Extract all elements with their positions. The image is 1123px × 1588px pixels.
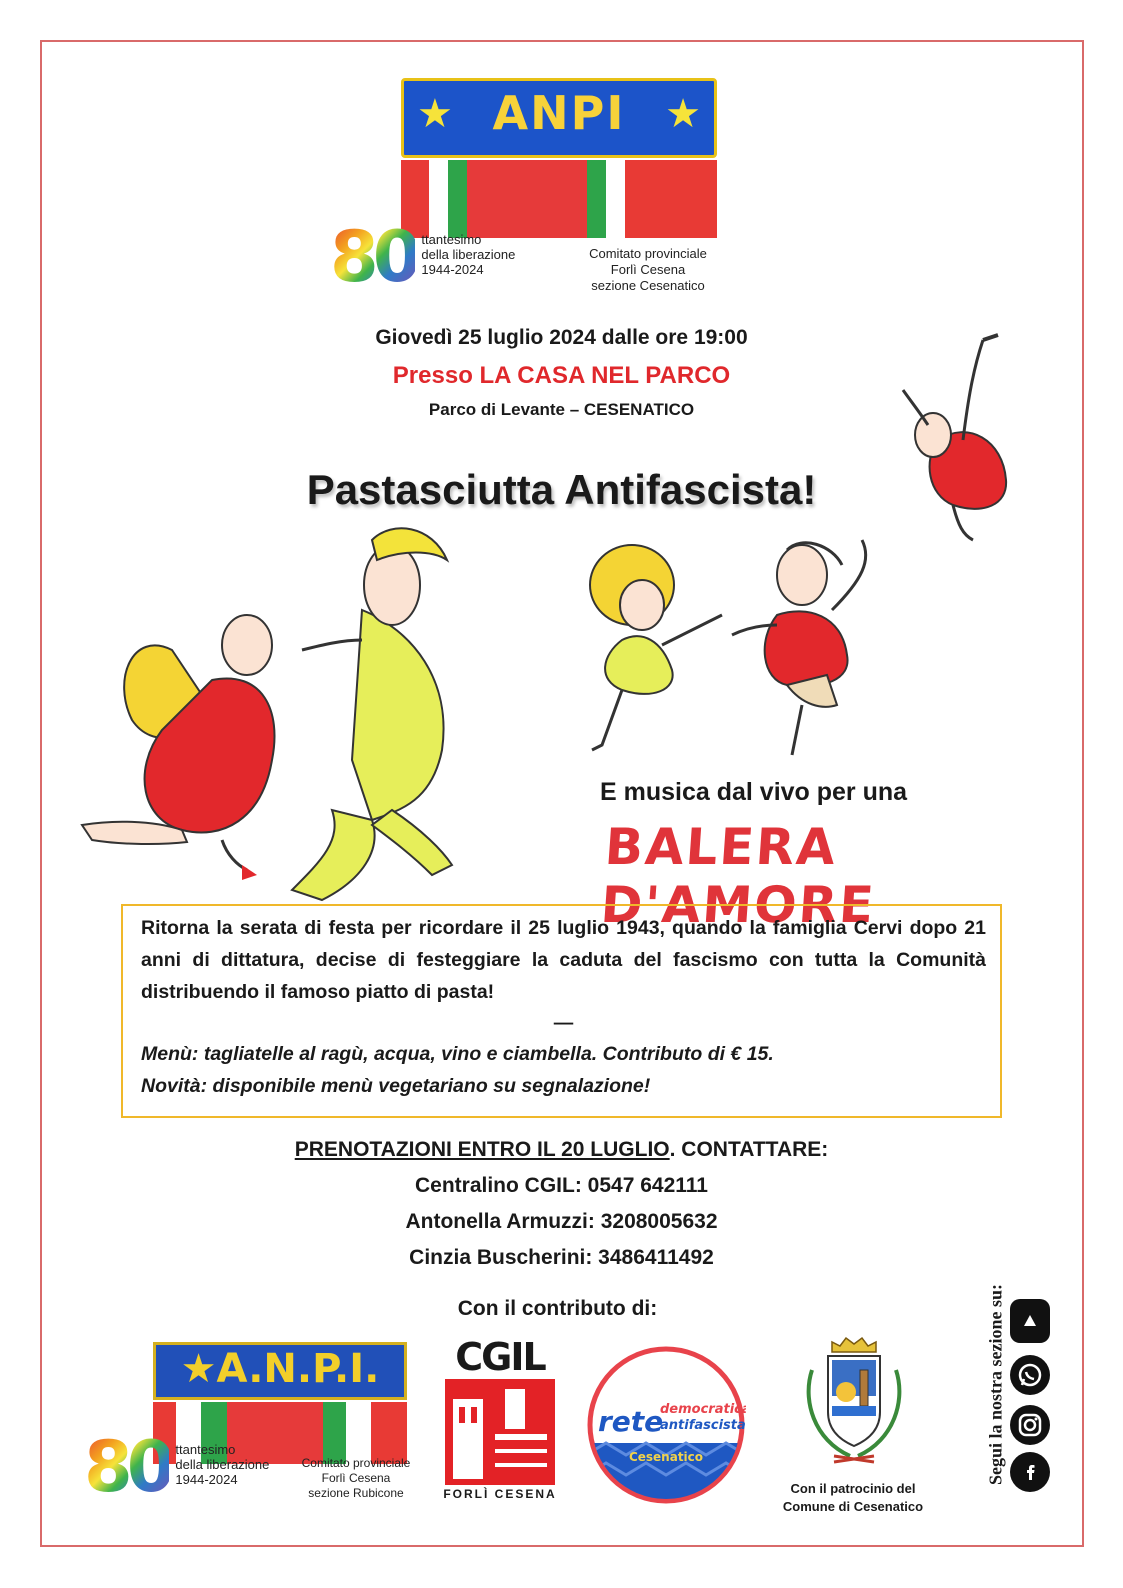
vegetarian-note: Novità: disponibile menù vegetariano su segnalazione! bbox=[141, 1075, 651, 1097]
event-date: Giovedì 25 luglio 2024 dalle ore 19:00 bbox=[375, 326, 748, 349]
eighty-caption: ttantesimo della liberazione 1944-2024 bbox=[175, 1442, 270, 1487]
instagram-icon[interactable] bbox=[1010, 1405, 1050, 1445]
cgil-logo bbox=[443, 1337, 557, 1509]
separator-dash: — bbox=[553, 1012, 574, 1034]
patrocinio-caption: Con il patrocinio del Comune di Cesenatico bbox=[782, 1481, 924, 1514]
cgil-building-icon bbox=[445, 1379, 555, 1485]
booking-deadline bbox=[0, 1138, 1123, 1162]
event-description-box bbox=[121, 904, 1002, 1118]
social-follow-label: Segui la nostra sezione su: bbox=[985, 1284, 1006, 1486]
contact-buscherini: Cinzia Buscherini: 3486411492 bbox=[409, 1246, 714, 1269]
rete-city-text: Cesenatico bbox=[628, 1450, 704, 1464]
event-place: Presso LA CASA NEL PARCO bbox=[392, 362, 731, 389]
event-title: Pastasciutta Antifascista! bbox=[306, 466, 817, 513]
anpi-logo-text: ANPI bbox=[492, 86, 626, 140]
event-description: Ritorna la serata di festa per ricordare il 25 luglio 1943, quando la famiglia Cervi dopo 21 anni di dittatura, decise di festeggiare la caduta del fascismo con tutta la Comunità distribuendo il famoso piatto di pasta! bbox=[141, 917, 986, 1003]
comitato-rubicone-caption: Comitato provinciale Forlì Cesena sezione Rubicone bbox=[301, 1456, 411, 1500]
music-intro: E musica dal vivo per una bbox=[600, 778, 908, 806]
dancing-children-illustration bbox=[562, 530, 912, 765]
eighty-anniversary-footer-logo bbox=[84, 1426, 270, 1508]
balera-damore-title: BALERA D'AMORE bbox=[598, 818, 878, 934]
youtube-icon[interactable] bbox=[1010, 1299, 1050, 1343]
jumping-man-illustration bbox=[888, 330, 1038, 545]
cgil-forli-cesena: FORLÌ CESENA bbox=[443, 1487, 557, 1501]
star-icon: ★ bbox=[180, 1346, 217, 1392]
anpi-footer-text: ★A.N.P.I. bbox=[180, 1346, 380, 1392]
eighty-anniversary-logo bbox=[330, 216, 516, 298]
sponsors-label: Con il contributo di: bbox=[457, 1297, 658, 1320]
cgil-wordmark: CGIL bbox=[455, 1335, 545, 1379]
rete-democratica-text: democratica bbox=[660, 1402, 746, 1417]
booking-contact-label: . CONTATTARE: bbox=[669, 1138, 829, 1161]
anpi-header-logo bbox=[401, 78, 717, 238]
eighty-number: 80 bbox=[84, 1426, 170, 1508]
menu-text: Menù: tagliatelle al ragù, acqua, vino e ciambella. Contributo di € 15. bbox=[141, 1043, 774, 1065]
rete-antifascista-text: antifascista bbox=[660, 1418, 746, 1433]
event-address: Parco di Levante – CESENATICO bbox=[428, 400, 695, 419]
comitato-caption: Comitato provinciale Forlì Cesena sezione Cesenatico bbox=[589, 246, 707, 293]
rete-democratica-logo bbox=[586, 1345, 746, 1505]
facebook-icon[interactable] bbox=[1010, 1452, 1050, 1492]
contact-cgil: Centralino CGIL: 0547 642111 bbox=[415, 1174, 708, 1197]
contact-armuzzi: Antonella Armuzzi: 3208005632 bbox=[405, 1210, 718, 1233]
booking-deadline-underlined: PRENOTAZIONI ENTRO IL 20 LUGLIO bbox=[294, 1138, 670, 1161]
rete-word: rete bbox=[598, 1405, 664, 1438]
whatsapp-icon[interactable] bbox=[1010, 1355, 1050, 1395]
eighty-caption: ttantesimo della liberazione 1944-2024 bbox=[421, 232, 516, 277]
star-icon: ★ bbox=[665, 92, 701, 136]
eighty-number: 80 bbox=[330, 216, 416, 298]
dancing-couple-illustration bbox=[72, 520, 492, 905]
cesenatico-coat-of-arms bbox=[784, 1330, 924, 1470]
cgil-red-block bbox=[445, 1379, 555, 1485]
star-icon: ★ bbox=[417, 92, 453, 136]
